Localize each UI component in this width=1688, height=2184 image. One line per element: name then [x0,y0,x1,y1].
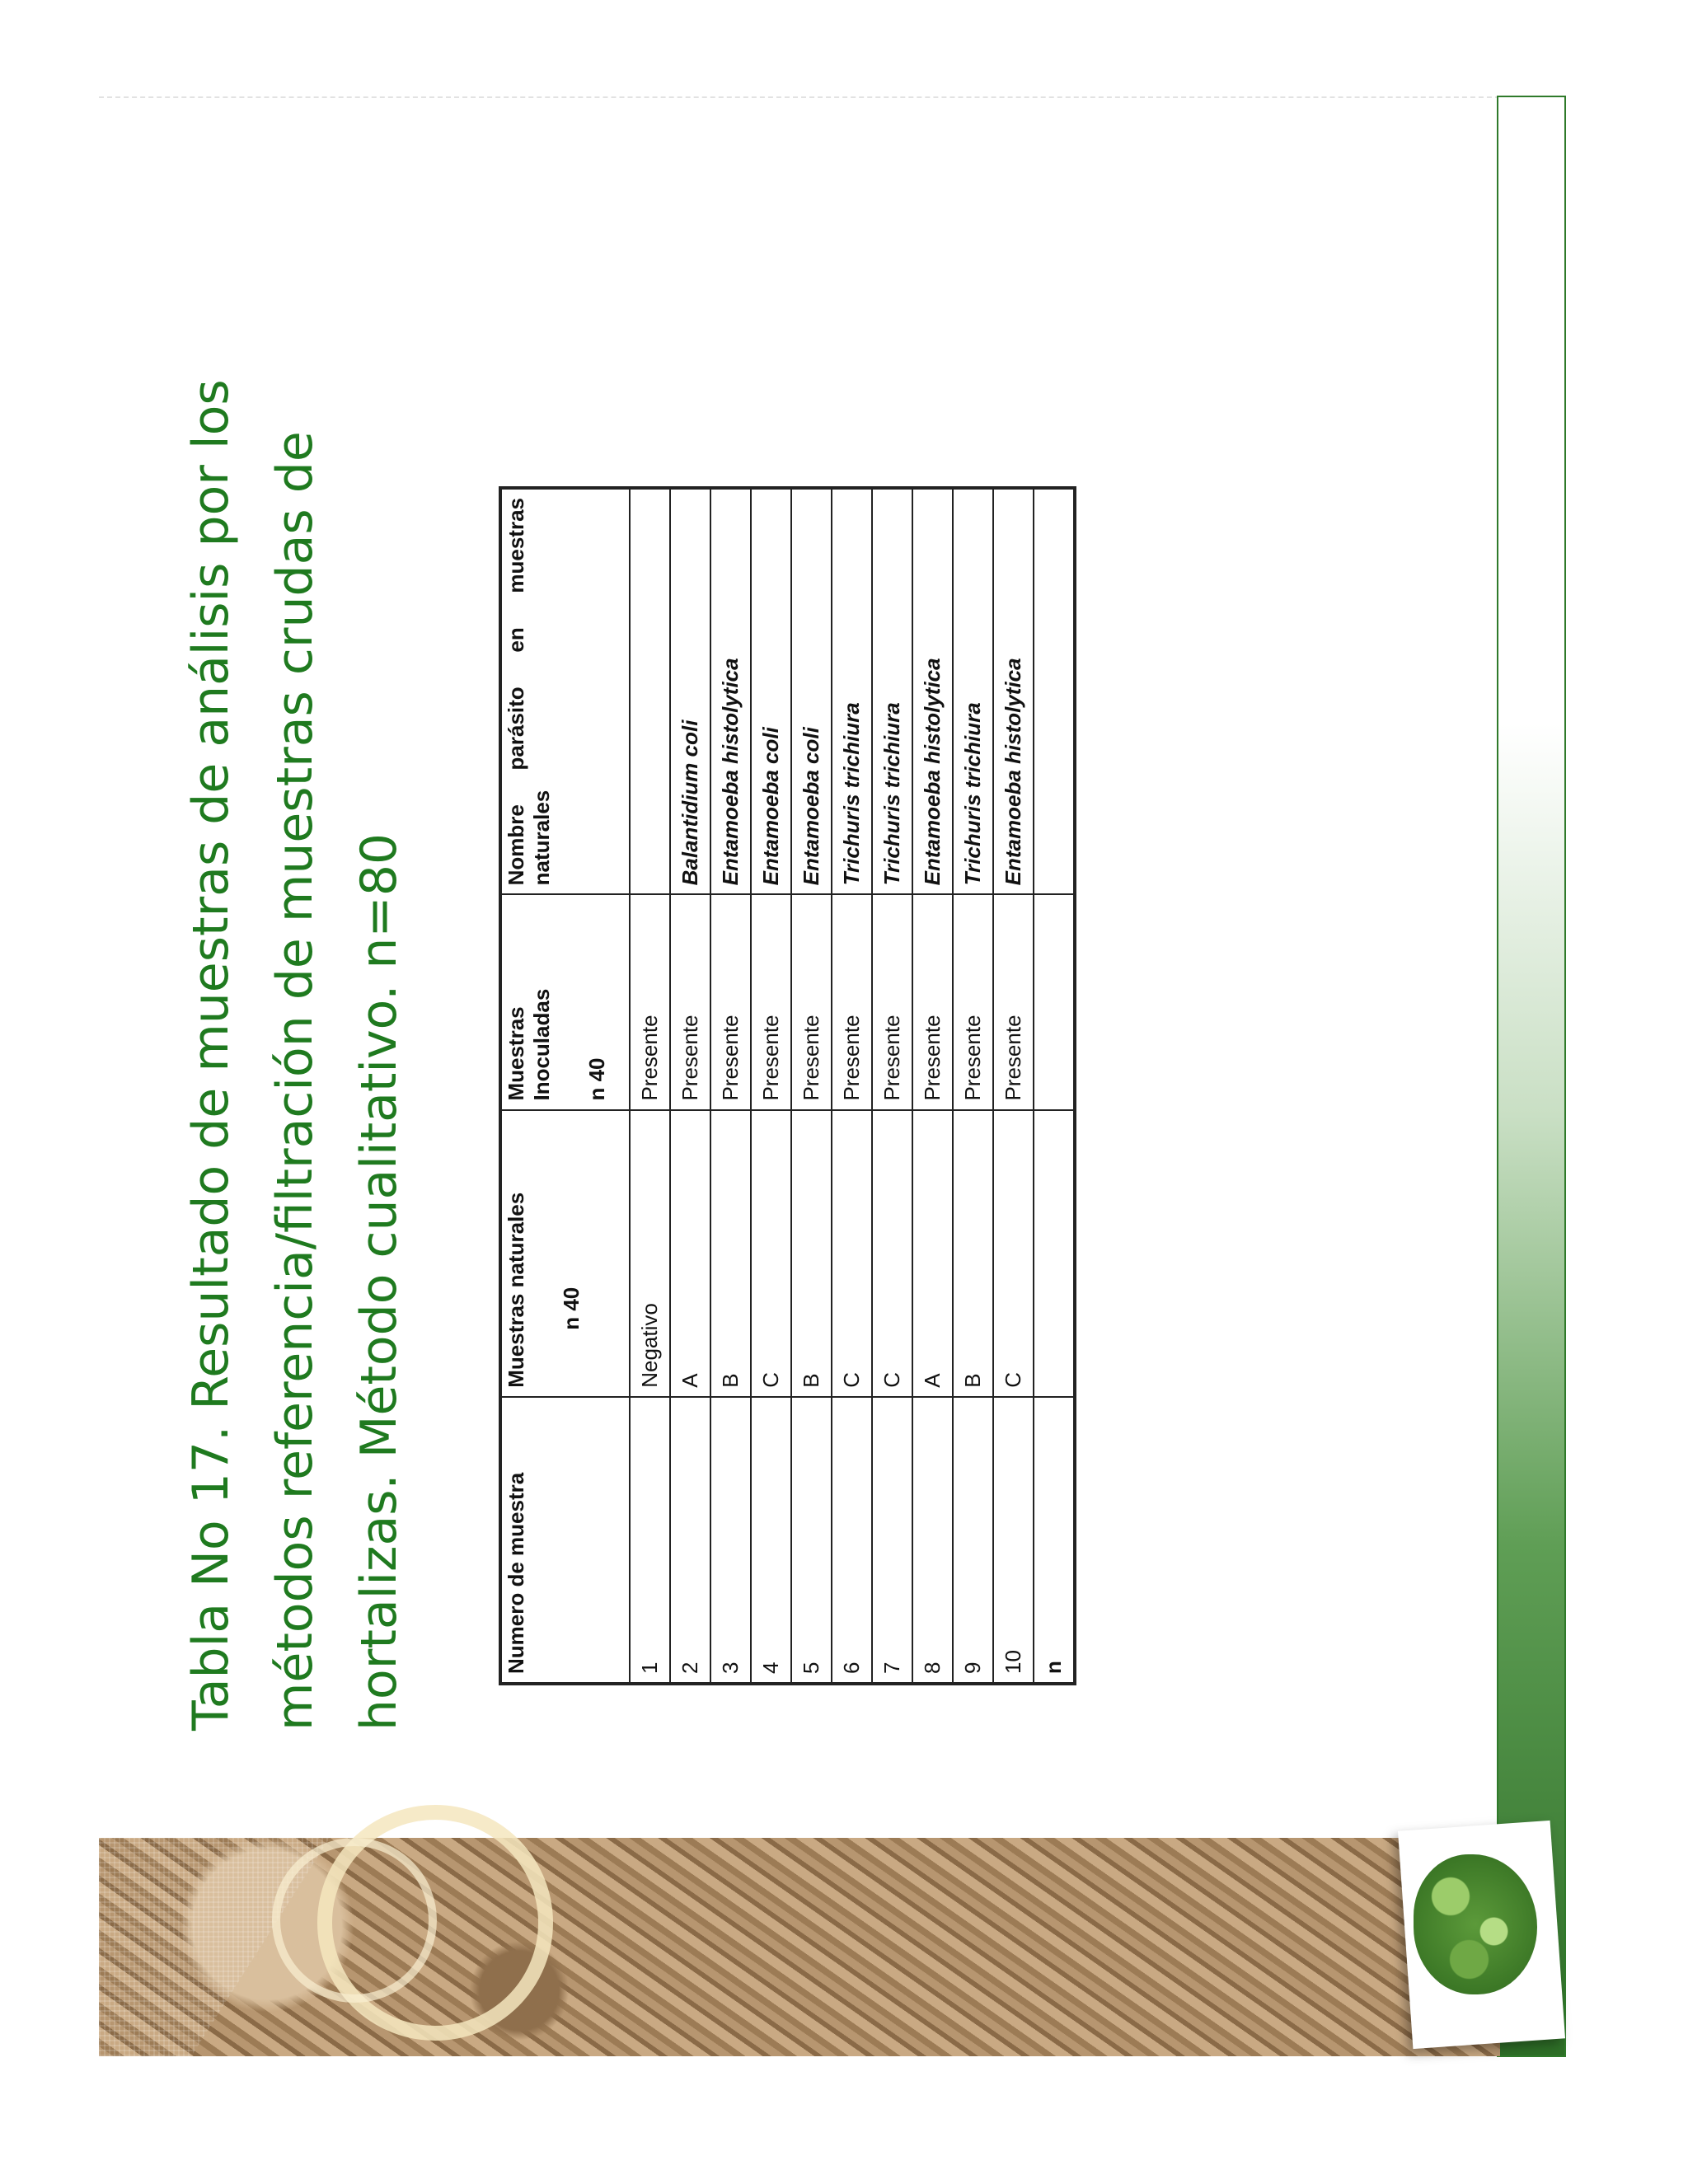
cell-numero: 9 [953,1397,993,1684]
table-row [630,488,670,1684]
header-sublabel: n 40 [584,1057,609,1101]
cell-inoculadas: Presente [832,894,872,1109]
table-row [953,488,993,1684]
cell-numero: 6 [832,1397,872,1684]
cell-parasito: Trichuris trichiura [832,488,872,894]
cell-naturales: C [751,1110,791,1397]
cell-numero: 3 [710,1397,751,1684]
cell-naturales: B [953,1110,993,1397]
cell-inoculadas [1034,894,1075,1109]
header-numero-de-muestra [500,1397,630,1684]
cell-naturales: Negativo [630,1110,670,1397]
cell-parasito: Entamoeba histolytica [993,488,1034,894]
table-row [670,488,710,1684]
table-header-row [500,488,630,1684]
cell-numero: n [1034,1397,1075,1684]
cell-naturales: A [912,1110,953,1397]
cell-naturales: C [872,1110,912,1397]
table-row-total [1034,488,1075,1684]
cell-inoculadas: Presente [953,894,993,1109]
header-label: Nombre parásito en muestras naturales [504,498,554,886]
table-row [710,488,751,1684]
cell-inoculadas: Presente [630,894,670,1109]
table-row [912,488,953,1684]
table-row [993,488,1034,1684]
cell-inoculadas: Presente [912,894,953,1109]
cell-naturales: C [832,1110,872,1397]
cell-numero: 1 [630,1397,670,1684]
header-label: Numero de muestra [504,1472,528,1674]
table-row [751,488,791,1684]
table-row [872,488,912,1684]
cell-numero: 8 [912,1397,953,1684]
cell-numero: 7 [872,1397,912,1684]
cell-parasito: Entamoeba coli [791,488,832,894]
cell-inoculadas: Presente [993,894,1034,1109]
cell-inoculadas: Presente [670,894,710,1109]
cell-inoculadas: Presente [791,894,832,1109]
cell-parasito [630,488,670,894]
cell-numero: 2 [670,1397,710,1684]
results-table [499,486,1076,1685]
slide-title: Tabla No 17. Resultado de muestras de análisis por los métodos referencia/filtración de muestras crudas de hortalizas. Método cualitativo. n=80 [182,379,408,1731]
cell-inoculadas: Presente [872,894,912,1109]
green-side-bar [1497,96,1566,2057]
cell-parasito: Trichuris trichiura [953,488,993,894]
lettuce-image [1414,1854,1537,1994]
cell-parasito: Trichuris trichiura [872,488,912,894]
header-label: Muestras naturales [504,1192,528,1388]
table-row [832,488,872,1684]
decorative-ring-small [272,1838,437,2003]
cell-naturales [1034,1110,1075,1397]
header-sublabel: n 40 [559,1286,584,1330]
cell-naturales: A [670,1110,710,1397]
cell-inoculadas: Presente [751,894,791,1109]
header-muestras-inoculadas [500,894,630,1109]
cell-parasito: Entamoeba histolytica [912,488,953,894]
results-table-container [499,486,1066,1685]
cell-naturales: C [993,1110,1034,1397]
cell-parasito: Entamoeba coli [751,488,791,894]
top-divider [99,96,1500,98]
cell-inoculadas: Presente [710,894,751,1109]
header-label: Muestras Inoculadas [504,988,554,1101]
cell-numero: 10 [993,1397,1034,1684]
cell-parasito [1034,488,1075,894]
header-nombre-parasito [500,488,630,894]
cell-parasito: Balantidium coli [670,488,710,894]
cell-numero: 5 [791,1397,832,1684]
table-row [791,488,832,1684]
cell-numero: 4 [751,1397,791,1684]
header-muestras-naturales [500,1110,630,1397]
cell-naturales: B [791,1110,832,1397]
cell-parasito: Entamoeba histolytica [710,488,751,894]
cell-naturales: B [710,1110,751,1397]
